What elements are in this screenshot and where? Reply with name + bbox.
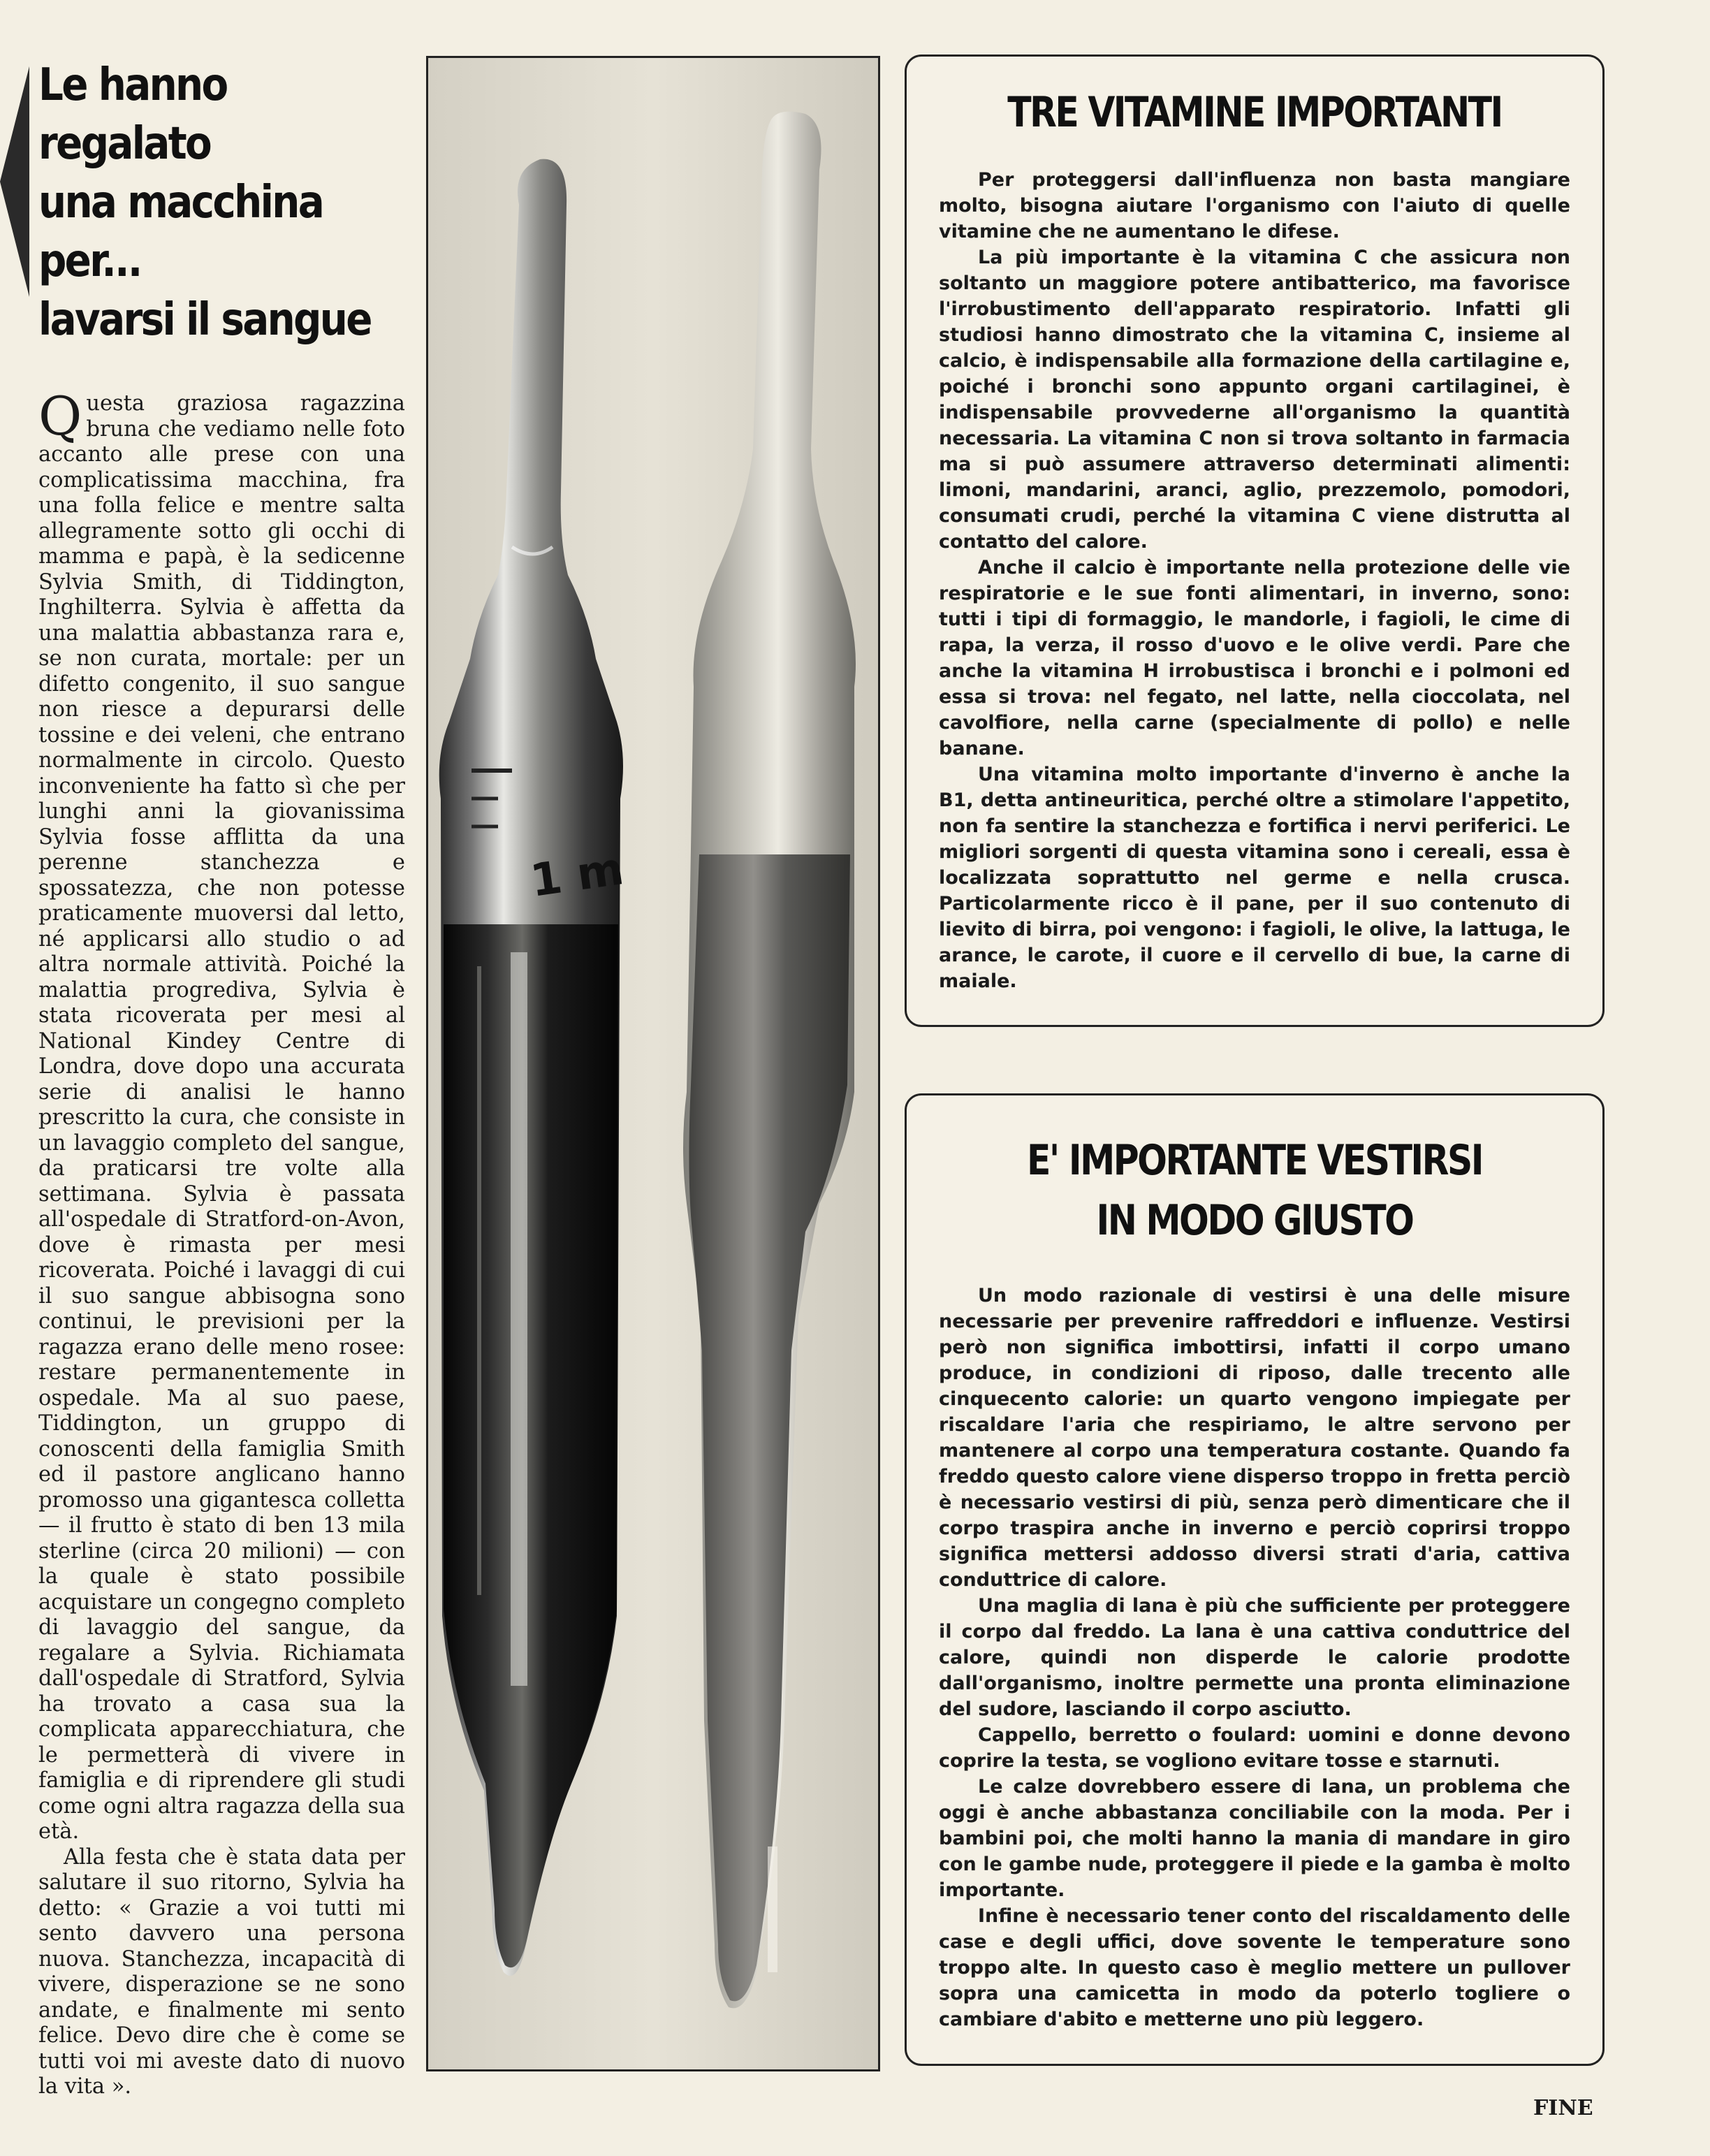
box-vestirsi-body bbox=[939, 1283, 1570, 2032]
box-paragraph: Un modo razionale di vestirsi è una delle misure necessarie per prevenire raffreddori e influenze. Vestirsi però non significa imbottirsi, infatti il corpo umano produce, in condizioni di riposo, dalle trecento alle cinquecento calorie: un quarto vengono impiegate per riscaldare l'aria che respiriamo, le altre servono per mantenere al corpo una temperatura costante. Quando fa freddo questo calore viene disperso troppo in fretta perciò è necessario vestirsi di più, senza però dimenticare che il corpo traspira anche in inverno e perciò coprirsi troppo significa mettersi addosso diversi strati d'aria, cattiva conduttrice di calore. bbox=[939, 1285, 1570, 1591]
article-paragraph: Questa graziosa ragazzina bruna che vediamo nelle foto accanto alle prese con una complicatissima macchina, fra una folla felice e mentre salta allegramente sotto gli occhi di mamma e papà, è la sedicenne Sylvia Smith, di Tiddington, Inghilterra. Sylvia è affetta da una malattia abbastanza rara e, se non curata, mortale: per un difetto congenito, il suo sangue non riesce a depurarsi delle tossine e dei veleni, che entrano normalmente in circolo. Questo inconveniente ha fatto sì che per lunghi anni la giovanissima Sylvia fosse afflitta da una perenne stanchezza e spossatezza, che non potesse praticamente muoversi dal letto, né applicarsi allo studio o ad altra normale attività. Poiché la malattia progrediva, Sylvia è stata ricoverata per mesi al National Kindey Centre di Londra, dove dopo una accurata serie di analisi le hanno prescritto la cura, che consiste in un lavaggio completo del sangue, da praticarsi tre volte alla settimana. Sylvia è passata all'ospedale di Stratford-on-Avon, dove è rimasta per mesi ricoverata. Poiché i lavaggi di cui il suo sangue abbisogna sono continui, le previsioni per la ragazza erano delle meno rosee: restare permanentemente in ospedale. Ma al suo paese, Tiddington, un gruppo di conoscenti della famiglia Smith ed il pastore anglicano hanno promosso una gigantesca colletta — il frutto è stato di ben 13 mila sterline (circa 20 milioni) — con la quale è stato possibile acquistare un congegno completo di lavaggio del sangue, da regalare a Sylvia. Richiamata dall'ospedale di Stratford, Sylvia ha trovato a casa sua la complicata apparecchiatura, che le permetterà di vivere in famiglia e di riprendere gli studi come ogni altra ragazza della sua età. bbox=[38, 385, 405, 1844]
box-vitamine-body bbox=[939, 167, 1570, 994]
box-vestirsi-title bbox=[989, 1130, 1519, 1251]
box-paragraph: Per proteggersi dall'influenza non basta mangiare molto, bisogna aiutare l'organismo con l'aiuto di quelle vitamine che ne aumentano le difese. bbox=[939, 169, 1570, 242]
headline-line: una macchina bbox=[38, 177, 323, 228]
end-mark: FINE bbox=[1533, 2096, 1593, 2120]
box-paragraph: Una maglia di lana è più che sufficiente per proteggere il corpo dal freddo. La lana è una cattiva conduttrice del calore, quindi non disperde le calorie prodotte dall'organismo, inoltre permette una pronta eliminazione del sudore, lasciando il corpo asciutto. bbox=[939, 1595, 1570, 1720]
ampoule-marking: 1 m bbox=[527, 843, 627, 908]
ampoules-photo bbox=[426, 56, 880, 2071]
headline-line: Le hanno regalato bbox=[38, 59, 227, 170]
box-paragraph: La più importante è la vitamina C che assicura non soltanto un maggiore potere antibatterico, ma favorisce l'irrobustimento dell'apparato respiratorio. Infatti gli studiosi hanno dimostrato che la vitamina C, insieme al calcio, è indispensabile alla formazione della cartilagine e, poiché i bronchi sono appunto organi cartilaginei, è indispensabile provvederne all'organismo la quantità necessaria. La vitamina C non si trova soltanto in farmacia ma si può assumere attraverso determinati alimenti: limoni, mandarini, aranci, aglio, prezzemolo, pomodori, consumati crudi, perché la vitamina C viene distrutta al contatto del calore. bbox=[939, 247, 1570, 553]
ampoules-illustration bbox=[428, 58, 878, 2069]
title-line: E' IMPORTANTE VESTIRSI bbox=[1027, 1136, 1482, 1185]
article-paragraph: Alla festa che è stata data per salutare il suo ritorno, Sylvia ha detto: « Grazie a voi tutti mi sento davvero una persona nuova. Stanchezza, incapacità di vivere, disperazione se ne sono andate, e finalmente mi sento felice. Devo dire che è come se tutti voi mi aveste dato di nuovo la vita ». bbox=[38, 1844, 405, 2099]
box-paragraph: Infine è necessario tener conto del riscaldamento delle case e degli uffici, dove sovente le temperature sono troppo alte. In questo caso è meglio mettere un pullover sopra una camicetta in modo da poterlo togliere o cambiare d'abito e metterne uno più leggero. bbox=[939, 1905, 1570, 2030]
drop-cap: Q bbox=[38, 385, 82, 447]
box-paragraph: Le calze dovrebbero essere di lana, un problema che oggi è anche abbastanza conciliabile con la moda. Per i bambini poi, che molti hanno la mania di mandare in giro con le gambe nude, proteggere il piede e la gamba è molto importante. bbox=[939, 1776, 1570, 1901]
headline-line: lavarsi il sangue bbox=[38, 294, 371, 346]
box-paragraph: Una vitamina molto importante d'inverno è anche la B1, detta antineuritica, perché oltre a stimolare l'appetito, non fa sentire la stanchezza e fortifica i nervi periferici. Le migliori sorgenti di questa vitamina sono i cereali, essa è localizzata soprattutto nel germe e nella crusca. Particolarmente ricco è il pane, per il suo contenuto di lievito di birra, poi vengono: i fagioli, le olive, la lattuga, le arance, le carote, il cuore e il cervello di bue, la carne di maiale. bbox=[939, 764, 1570, 992]
box-vitamine-title: TRE VITAMINE IMPORTANTI bbox=[1007, 88, 1502, 137]
article-column bbox=[38, 56, 405, 2100]
headline-line: per... bbox=[38, 235, 141, 287]
box-paragraph: Cappello, berretto o foulard: uomini e donne devono coprire la testa, se vogliono evitare tosse e starnuti. bbox=[939, 1724, 1570, 1772]
article-headline bbox=[38, 56, 407, 349]
article-body bbox=[38, 385, 405, 2100]
page-edge-tab bbox=[0, 66, 29, 297]
box-paragraph: Anche il calcio è importante nella protezione delle vie respiratorie e le sue fonti alimentari, in inverno, sono: tutti i tipi di formaggio, le mandorle, i fagioli, le cime di rapa, la verza, il rosso d'uovo e le olive verdi. Pare che anche la vitamina H irrobustisca i bronchi e i polmoni ed essa si trova: nel fegato, nel latte, nella cioccolata, nel cavolfiore, nella carne (specialmente di pollo) e nelle banane. bbox=[939, 557, 1570, 759]
title-line: IN MODO GIUSTO bbox=[1096, 1196, 1413, 1245]
box-vestirsi bbox=[905, 1093, 1605, 2066]
box-vitamine bbox=[905, 54, 1605, 1027]
